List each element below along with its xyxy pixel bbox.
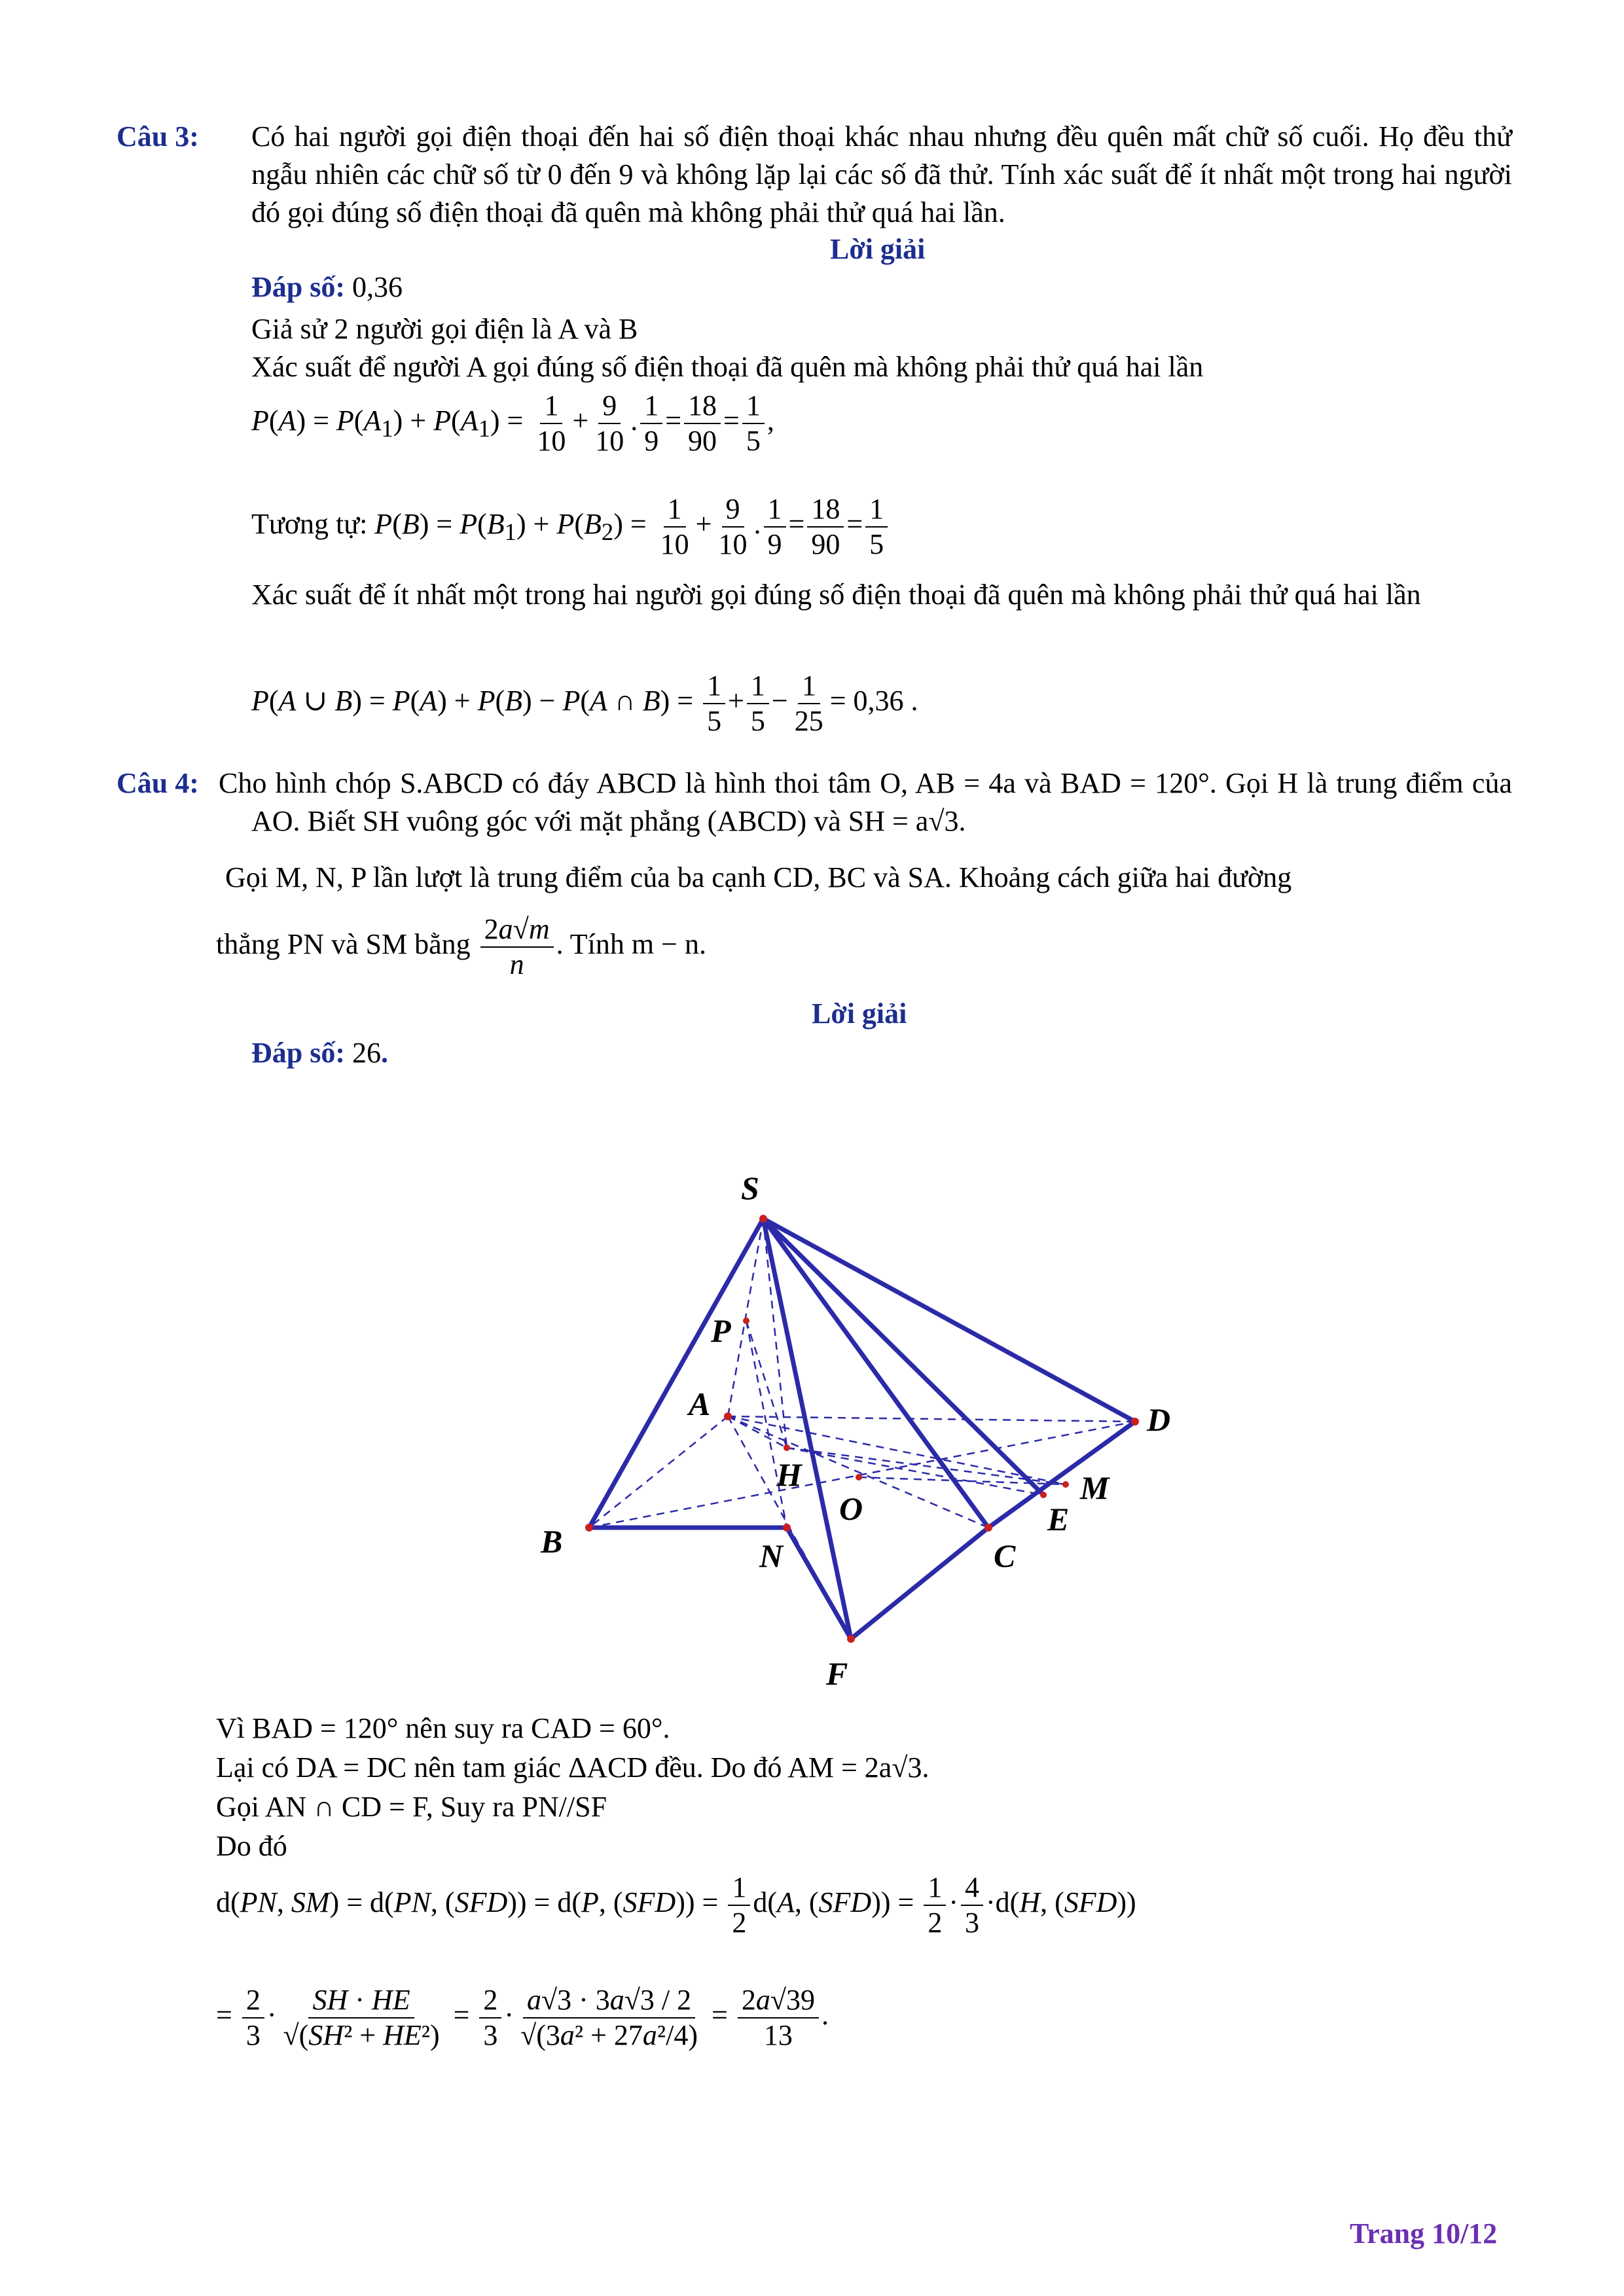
point-s (759, 1215, 767, 1223)
q3-line3: Xác suất để ít nhất một trong hai người gọi đúng số điện thoại đã quên mà không phải thử quá hai lần (251, 579, 1421, 611)
point-o (856, 1474, 862, 1480)
label-d: D (1147, 1401, 1171, 1438)
q4-answer: Đáp số: 26. (251, 1037, 389, 1069)
q4-text2: Gọi M, N, P lần lượt là trung điểm của ba cạnh CD, BC và SA. Khoảng cách giữa hai đường (225, 861, 1292, 893)
q4-text3-b: . Tính m − n. (556, 928, 706, 961)
label-f: F (826, 1655, 848, 1692)
label-o: O (839, 1490, 863, 1527)
point-n (783, 1524, 791, 1532)
label-a: A (689, 1386, 711, 1422)
q4-text3-a: thẳng PN và SM bằng (216, 928, 471, 961)
q3-answer-label: Đáp số: (251, 271, 346, 303)
point-f (847, 1635, 855, 1643)
point-h (784, 1444, 790, 1451)
label-s: S (741, 1170, 759, 1206)
q4-answer-label: Đáp số: (251, 1037, 346, 1069)
q4-text1: Cho hình chóp S.ABCD có đáy ABCD là hình thoi tâm O, AB = 4a và BAD = 120°. Gọi H là trung điểm của AO. Biết SH vuông góc với mặt phẳng (ABCD) và SH = a√3. (219, 767, 1512, 837)
q4-label: Câu 4: (117, 767, 199, 799)
label-e: E (1047, 1501, 1070, 1537)
q4-sol4: Do đó (216, 1830, 287, 1862)
label-c: C (994, 1537, 1016, 1574)
point-b (585, 1524, 593, 1532)
formula-union: P(A ∪ B) = P(A) + P(B) − P(A ∩ B) = $\frac{1}{5}$ + $\frac{1}{5}$ − $\frac{1}{25}$ = 0,36 . (251, 670, 918, 737)
formula-distance-1: d(PN, SM) = d(PN, (SFD)) = d(P, (SFD)) = $\frac{1}{2}$ d(A, (SFD)) = $\frac{1}{2}$ · $\frac{4}{3}$ ·d(H, (SFD)) (216, 1871, 1136, 1939)
q4-sol3: Gọi AN ∩ CD = F, Suy ra PN//SF (216, 1791, 607, 1823)
point-a (724, 1412, 732, 1420)
point-m (1062, 1481, 1069, 1488)
q3-answer-value: 0,36 (352, 271, 403, 303)
q4-sol1: Vì BAD = 120° nên suy ra CAD = 60°. (216, 1712, 670, 1744)
tuong-tu-label: Tương tự: (251, 508, 368, 541)
q4-solution-heading: Lời giải (812, 997, 907, 1030)
label-m: M (1080, 1469, 1110, 1506)
q4-sol2: Lại có DA = DC nên tam giác ΔACD đều. Do đó AM = 2a√3. (216, 1751, 929, 1784)
formula-pb: Tương tự: $P(B) = P(B_1) + P(B_2)$ = $\frac{1}{10}$ + $\frac{9}{10}$ . $\frac{1}{9}$ = $\frac{18}{90}$ = $\frac{1}{5}$ (251, 492, 890, 562)
q3-solution-heading: Lời giải (830, 233, 926, 265)
point-p (743, 1318, 749, 1324)
q4-answer-value: 26 (352, 1037, 382, 1069)
point-c (984, 1524, 992, 1532)
label-p: P (711, 1312, 731, 1349)
q4-text3: thẳng PN và SM bằng $\frac{2a√m}{n}$ . Tính m − n. (216, 913, 706, 980)
point-d (1131, 1418, 1139, 1426)
label-b: B (541, 1523, 563, 1560)
formula-pa: $P(A) = P(A_1) + P(A_1)$ = $\frac{1}{10}$ + $\frac{9}{10}$ . $\frac{1}{9}$ = $\frac{18}{90}$ = $\frac{1}{5}$ , (251, 389, 774, 457)
q3-label: Câu 3: (117, 120, 199, 152)
q3-line2: Xác suất để người A gọi đúng số điện thoại đã quên mà không phải thử quá hai lần (251, 351, 1204, 383)
page-number: Trang 10/12 (1350, 2217, 1498, 2250)
label-h: H (776, 1456, 802, 1493)
formula-distance-2: = $\frac{2}{3}$ · $\frac{SH \cdot HE}{\text{√(SH² + HE²)}}$ = $\frac{2}{3}$ · $\frac{a√3 \cdot 3a√3 / 2}{\text{√(3a² + 27a²/4)}}$ = $\frac{2a√39}{13}$ . (216, 1984, 829, 2051)
point-e (1040, 1492, 1047, 1498)
q3-line1: Giả sử 2 người gọi điện là A và B (251, 313, 638, 345)
label-n: N (759, 1537, 784, 1574)
q3-question-text: Có hai người gọi điện thoại đến hai số điện thoại khác nhau nhưng đều quên mất chữ số cuối. Họ đều thử ngẫu nhiên các chữ số từ 0 đến 9 và không lặp lại các số đã thử. Tính xác suất để ít nhất một trong hai người đó gọi đúng số điện thoại đã quên mà không phải thử quá hai lần. (251, 120, 1512, 228)
